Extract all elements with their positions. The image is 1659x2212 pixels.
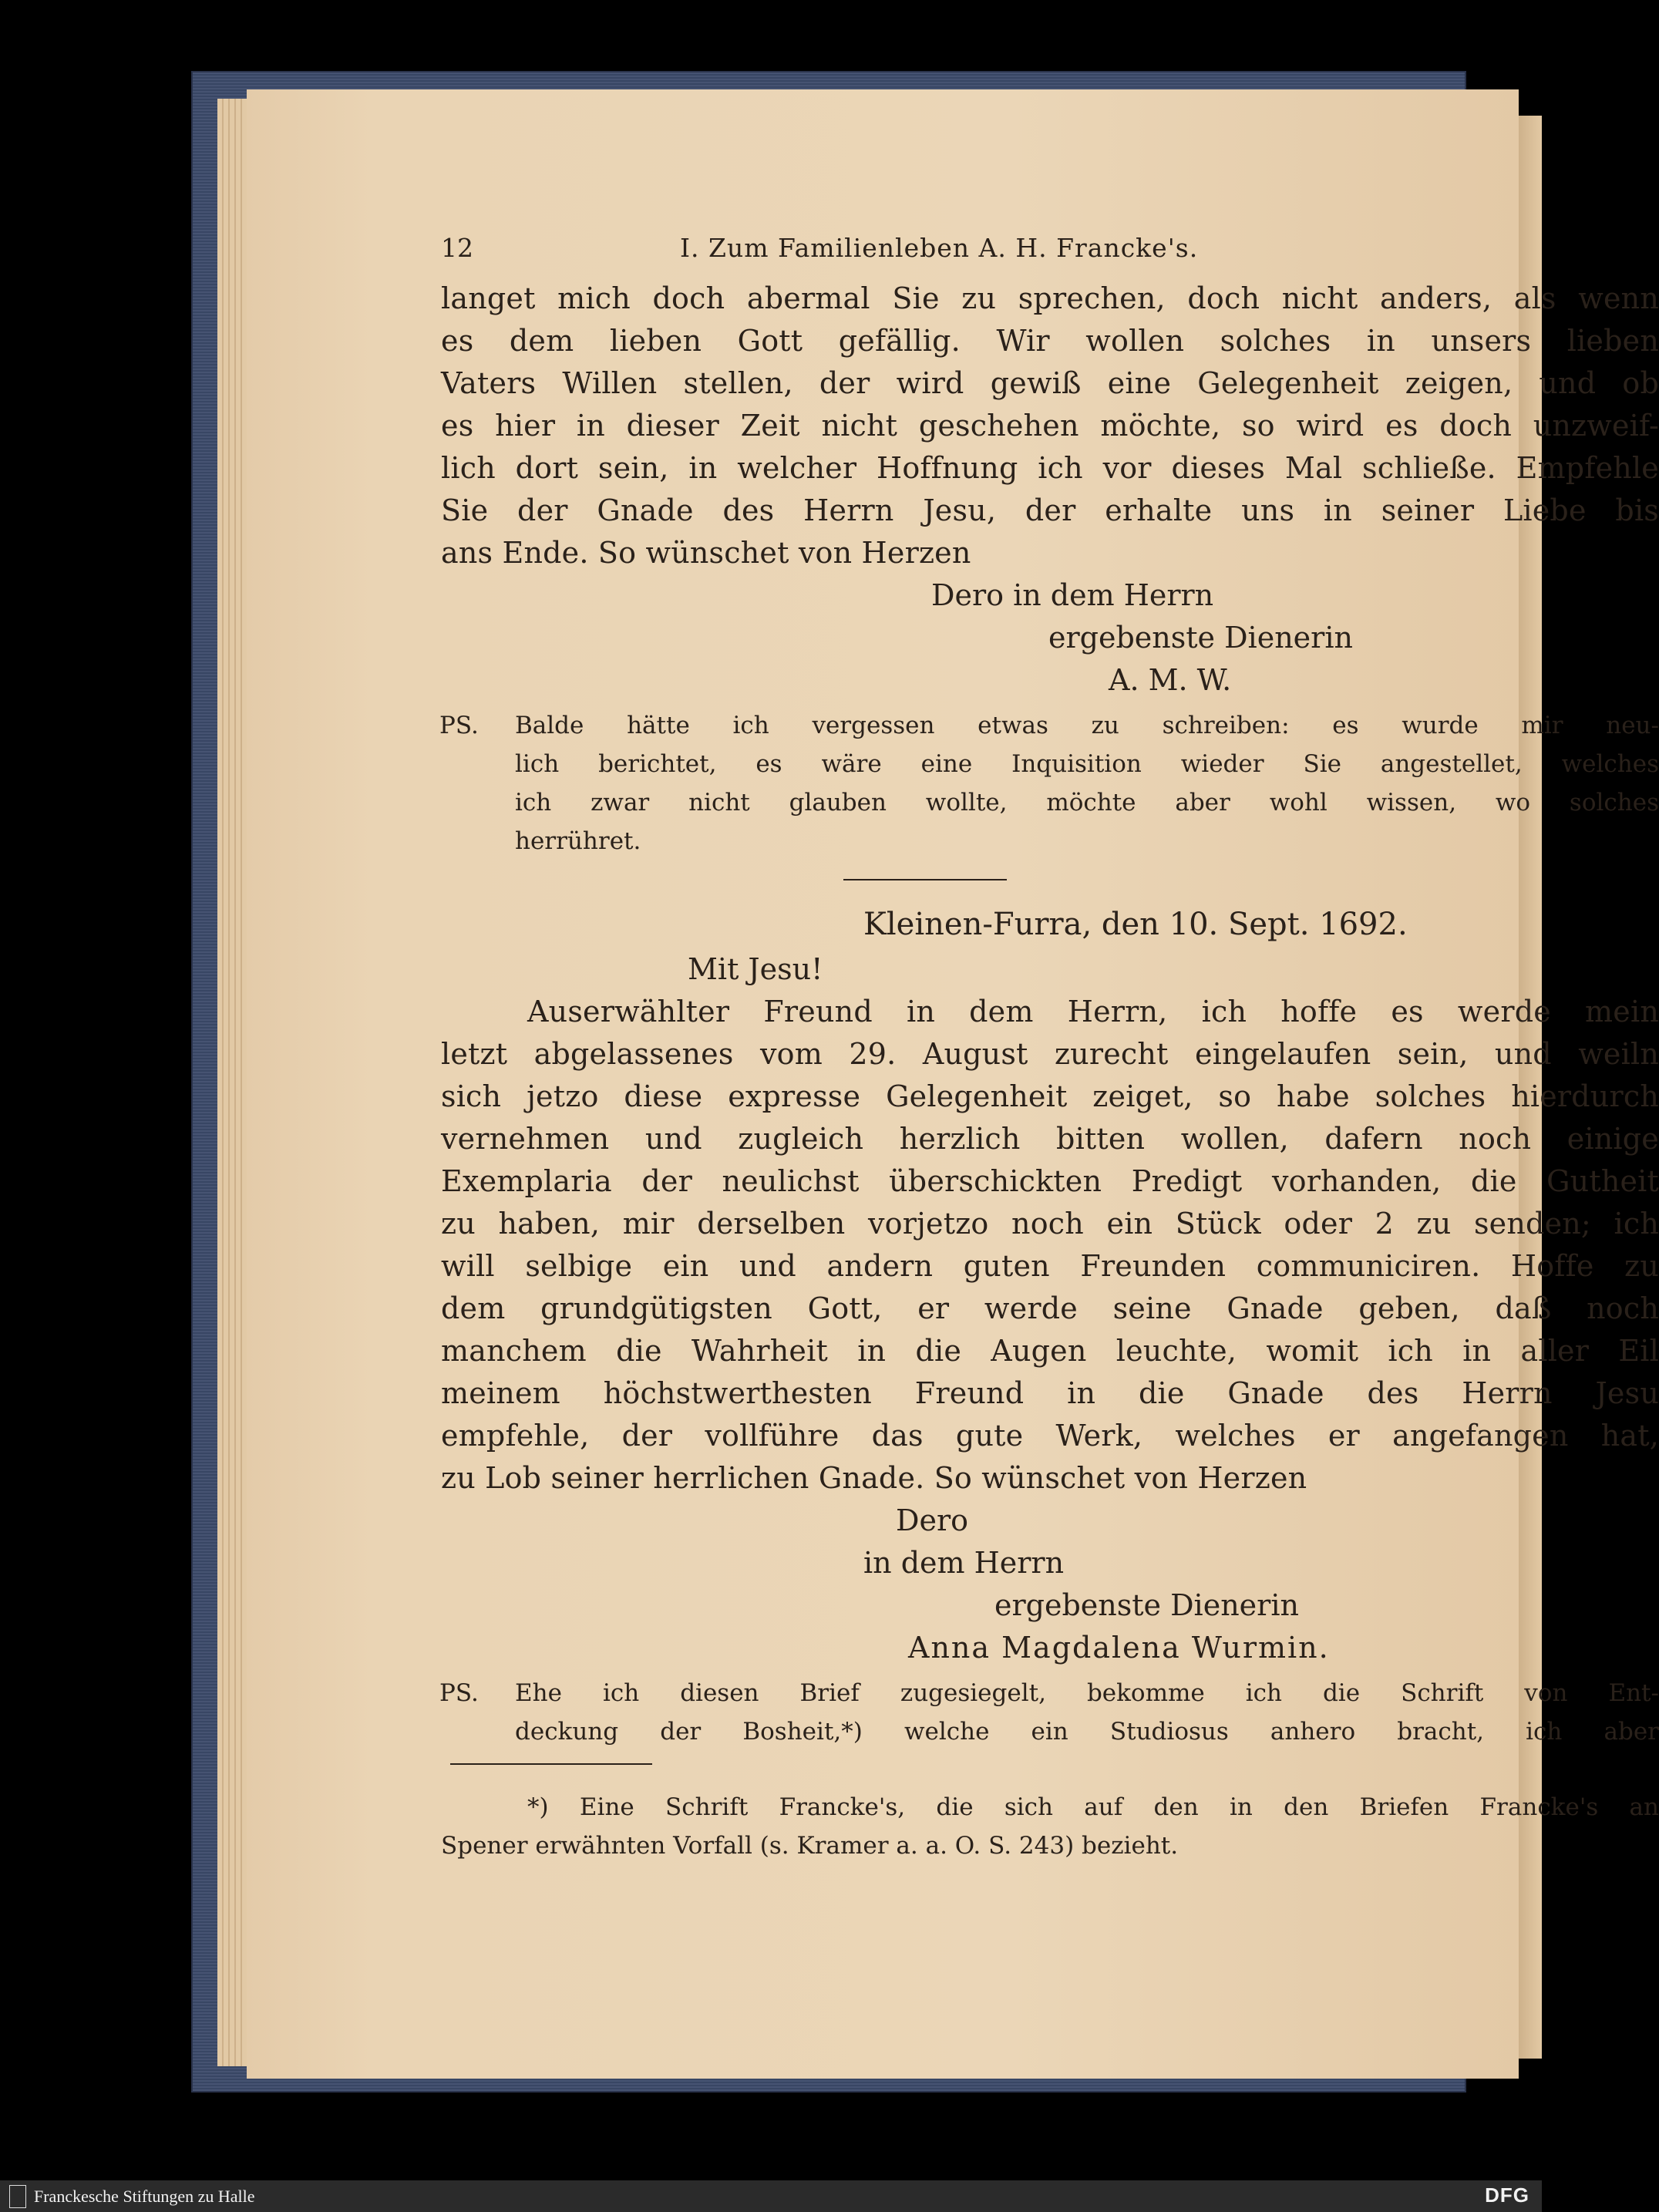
- signature: A. M. W.: [1109, 663, 1232, 697]
- ps-label: PS.: [439, 712, 479, 739]
- text-line: meinem höchstwerthesten Freund in die Gnade des Herrn Jesu: [441, 1376, 1659, 1410]
- text-line: dem grundgütigsten Gott, er werde seine Gnade geben, daß noch: [441, 1291, 1659, 1325]
- letter-1-closing: [441, 574, 1659, 702]
- book-page: [247, 89, 1659, 2079]
- institution-logo-icon: [9, 2185, 26, 2208]
- ps-line: ich zwar nicht glauben wollte, möchte aber wohl wissen, wo solches: [515, 789, 1659, 816]
- dfg-logo: DFG: [1485, 2183, 1529, 2207]
- text-line: langet mich doch abermal Sie zu sprechen, doch nicht anders, als wenn: [441, 281, 1659, 315]
- text-line: Exemplaria der neulichst überschickten Predigt vorhanden, die Gutheit: [441, 1164, 1659, 1198]
- closing-line: in dem Herrn: [863, 1546, 1065, 1580]
- page-header: [441, 233, 1659, 279]
- closing-line: ergebenste Dienerin: [994, 1588, 1299, 1622]
- footnote-rule: [450, 1763, 652, 1765]
- text-line: es dem lieben Gott gefällig. Wir wollen solches in unsers lieben: [441, 324, 1659, 358]
- text-line: manchem die Wahrheit in die Augen leuchte, womit ich in aller Eil: [441, 1334, 1659, 1368]
- text-line: ans Ende. So wünschet von Herzen: [441, 536, 971, 570]
- ps-line: Ehe ich diesen Brief zugesiegelt, bekomme ich die Schrift von Ent-: [515, 1679, 1659, 1707]
- institution-credit: [9, 2185, 255, 2208]
- text-line: es hier in dieser Zeit nicht geschehen möchte, so wird es doch unzweif-: [441, 409, 1659, 443]
- footnote: [441, 1788, 1659, 1865]
- page-content: [441, 233, 1659, 1865]
- text-line: Vaters Willen stellen, der wird gewiß eine Gelegenheit zeigen, und ob: [441, 366, 1659, 400]
- text-line: Sie der Gnade des Herrn Jesu, der erhalte uns in seiner Liebe bis: [441, 493, 1659, 527]
- closing-line: ergebenste Dienerin: [1048, 621, 1353, 655]
- ps-label: PS.: [439, 1679, 479, 1707]
- text-line: sich jetzo diese expresse Gelegenheit zeiget, so habe solches hierdurch: [441, 1079, 1659, 1113]
- letter-1-body: [441, 278, 1659, 574]
- ps-line: deckung der Bosheit,*) welche ein Studiosus anhero bracht, ich aber: [515, 1718, 1659, 1746]
- text-line: zu Lob seiner herrlichen Gnade. So wünschet von Herzen: [441, 1461, 1307, 1495]
- text-line: letzt abgelassenes vom 29. August zurecht eingelaufen sein, und weiln: [441, 1037, 1659, 1071]
- text-line: will selbige ein und andern guten Freunden communiciren. Hoffe zu: [441, 1249, 1659, 1283]
- institution-name: Franckesche Stiftungen zu Halle: [34, 2187, 255, 2206]
- running-head: I. Zum Familienleben A. H. Francke's.: [680, 233, 1199, 263]
- letter-2-postscript: [441, 1674, 1659, 1751]
- footnote-line: Spener erwähnten Vorfall (s. Kramer a. a. O. S. 243) bezieht.: [441, 1832, 1179, 1860]
- text-line: lich dort sein, in welcher Hoffnung ich vor dieses Mal schließe. Empfehle: [441, 451, 1659, 485]
- ps-line: herrühret.: [515, 827, 641, 855]
- signature: Anna Magdalena Wurmin.: [908, 1631, 1330, 1665]
- salutation: Mit Jesu!: [688, 952, 823, 986]
- closing-line: Dero in dem Herrn: [931, 578, 1214, 612]
- ps-line: lich berichtet, es wäre eine Inquisition wieder Sie angestellet, welches: [515, 750, 1659, 778]
- closing-line: Dero: [896, 1503, 968, 1537]
- text-line: Auserwählter Freund in dem Herrn, ich hoffe es werde mein: [527, 995, 1659, 1029]
- footnote-line: *) Eine Schrift Francke's, die sich auf den in den Briefen Francke's an: [527, 1793, 1659, 1821]
- letter-2-body: [441, 991, 1659, 1500]
- dateline: Kleinen-Furra, den 10. Sept. 1692.: [863, 907, 1408, 942]
- page-number: 12: [441, 233, 473, 263]
- text-line: vernehmen und zugleich herzlich bitten wollen, dafern noch einige: [441, 1122, 1659, 1156]
- letter-1-postscript: [441, 706, 1659, 860]
- text-line: zu haben, mir derselben vorjetzo noch ein Stück oder 2 zu senden; ich: [441, 1207, 1659, 1241]
- section-divider: [843, 879, 1007, 880]
- viewer-footer: [0, 2180, 1542, 2212]
- ps-line: Balde hätte ich vergessen etwas zu schreiben: es wurde mir neu-: [515, 712, 1659, 739]
- text-line: empfehle, der vollführe das gute Werk, welches er angefangen hat,: [441, 1419, 1659, 1453]
- letter-2-closing: [441, 1500, 1659, 1669]
